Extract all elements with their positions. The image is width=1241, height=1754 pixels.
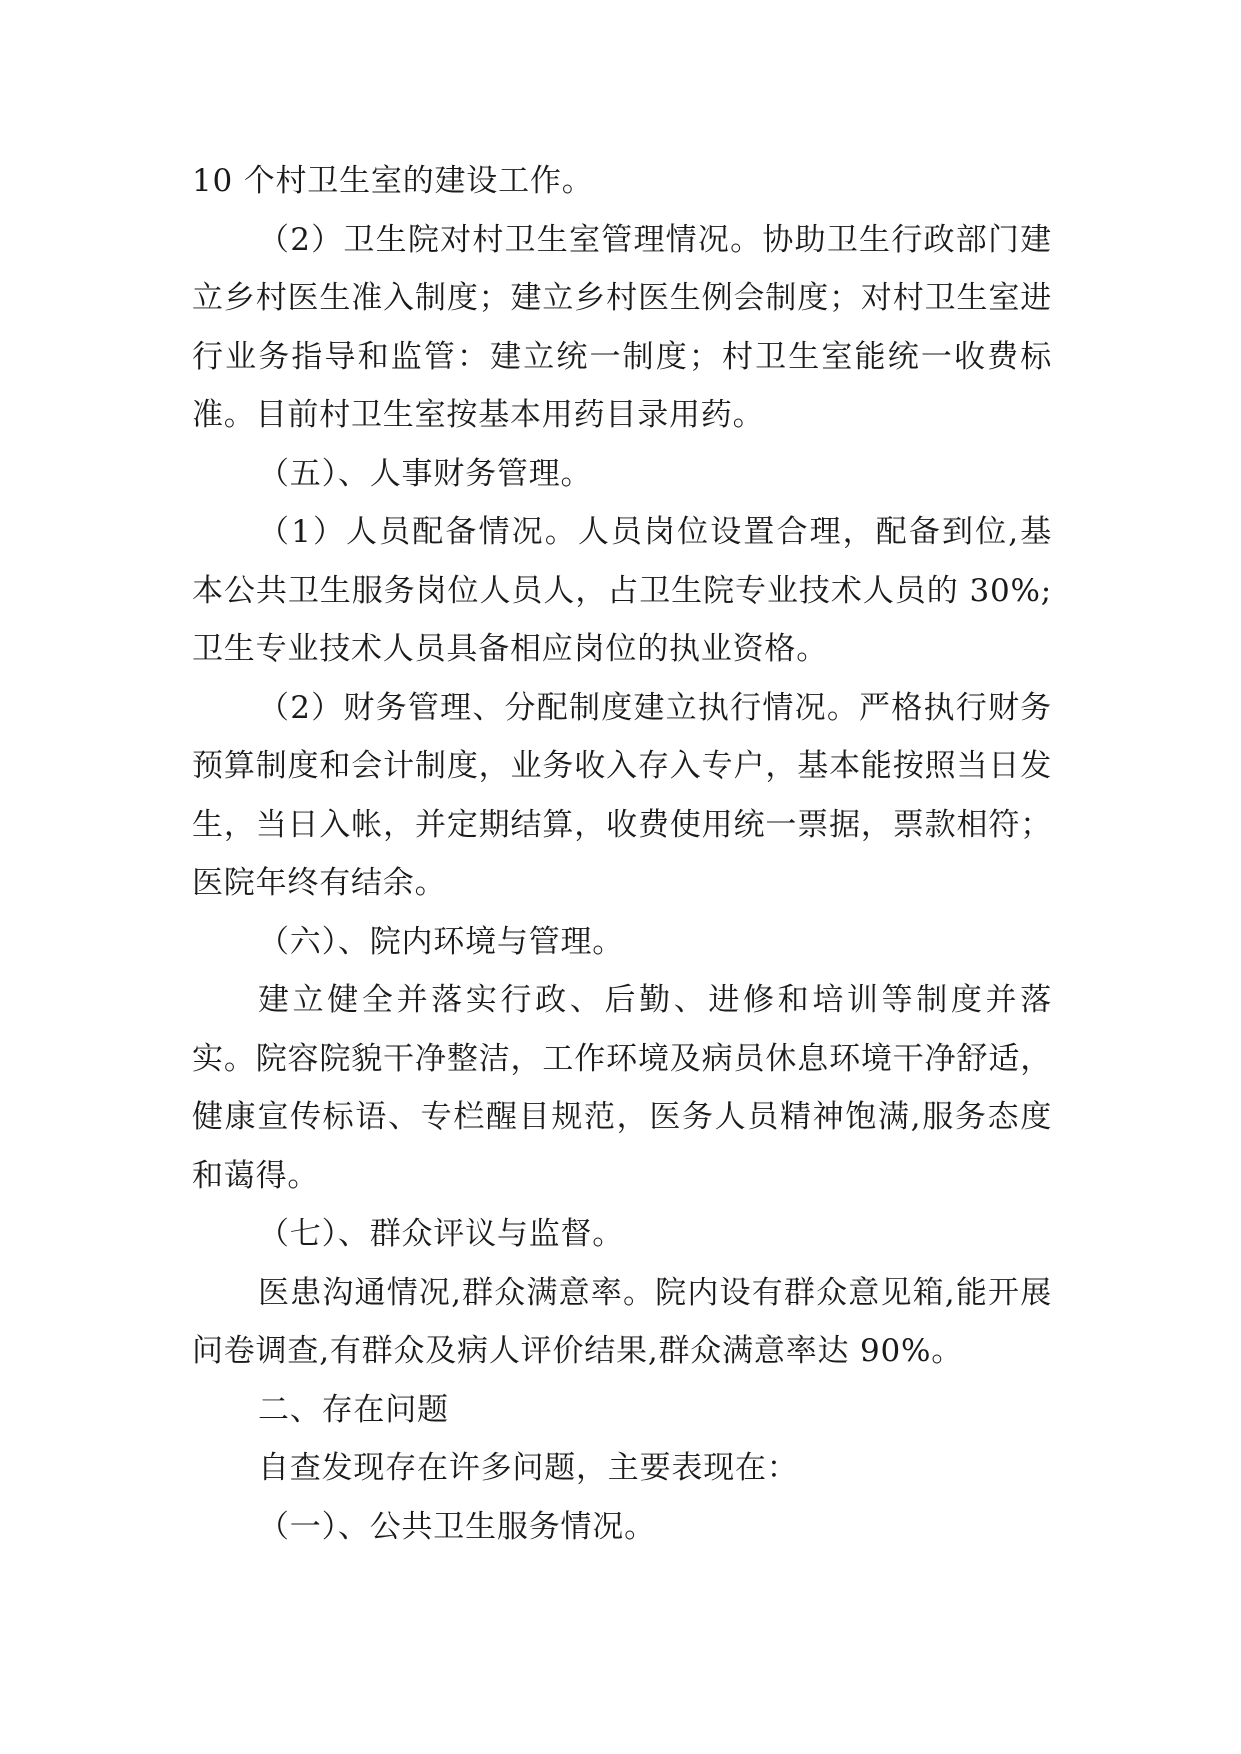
section-heading: 二、存在问题 (258, 1391, 449, 1428)
section-heading: （五）、人事财务管理。 (258, 455, 593, 492)
document-body (192, 152, 1052, 1556)
paragraph: （1）人员配备情况。人员岗位设置合理，配备到位,基本公共卫生服务岗位人员人，占卫生院专业技术人员的 30%;卫生专业技术人员具备相应岗位的执业资格。 (192, 514, 1052, 667)
paragraph: 建立健全并落实行政、后勤、进修和培训等制度并落实。院容院貌干净整洁，工作环境及病员休息环境干净舒适，健康宣传标语、专栏醒目规范，医务人员精神饱满,服务态度和蔼得。 (192, 982, 1052, 1194)
section-heading: （一）、公共卫生服务情况。 (258, 1508, 656, 1545)
section-heading: （七）、群众评议与监督。 (258, 1216, 625, 1252)
paragraph: 医患沟通情况,群众满意率。院内设有群众意见箱,能开展问卷调查,有群众及病人评价结果,群众满意率达 90%。 (192, 1274, 1052, 1369)
paragraph: 自查发现存在许多问题，主要表现在： (258, 1450, 799, 1486)
paragraph: 10 个村卫生室的建设工作。 (192, 163, 594, 199)
paragraph: （2）卫生院对村卫生室管理情况。协助卫生行政部门建立乡村医生准入制度；建立乡村医生例会制度；对村卫生室进行业务指导和监管：建立统一制度；村卫生室能统一收费标准。目前村卫生室按基本用药目录用药。 (192, 221, 1052, 433)
section-heading: （六）、院内环境与管理。 (258, 923, 625, 960)
paragraph: （2）财务管理、分配制度建立执行情况。严格执行财务预算制度和会计制度，业务收入存入专户，基本能按照当日发生，当日入帐，并定期结算，收费使用统一票据，票款相符；医院年终有结余。 (192, 689, 1052, 901)
